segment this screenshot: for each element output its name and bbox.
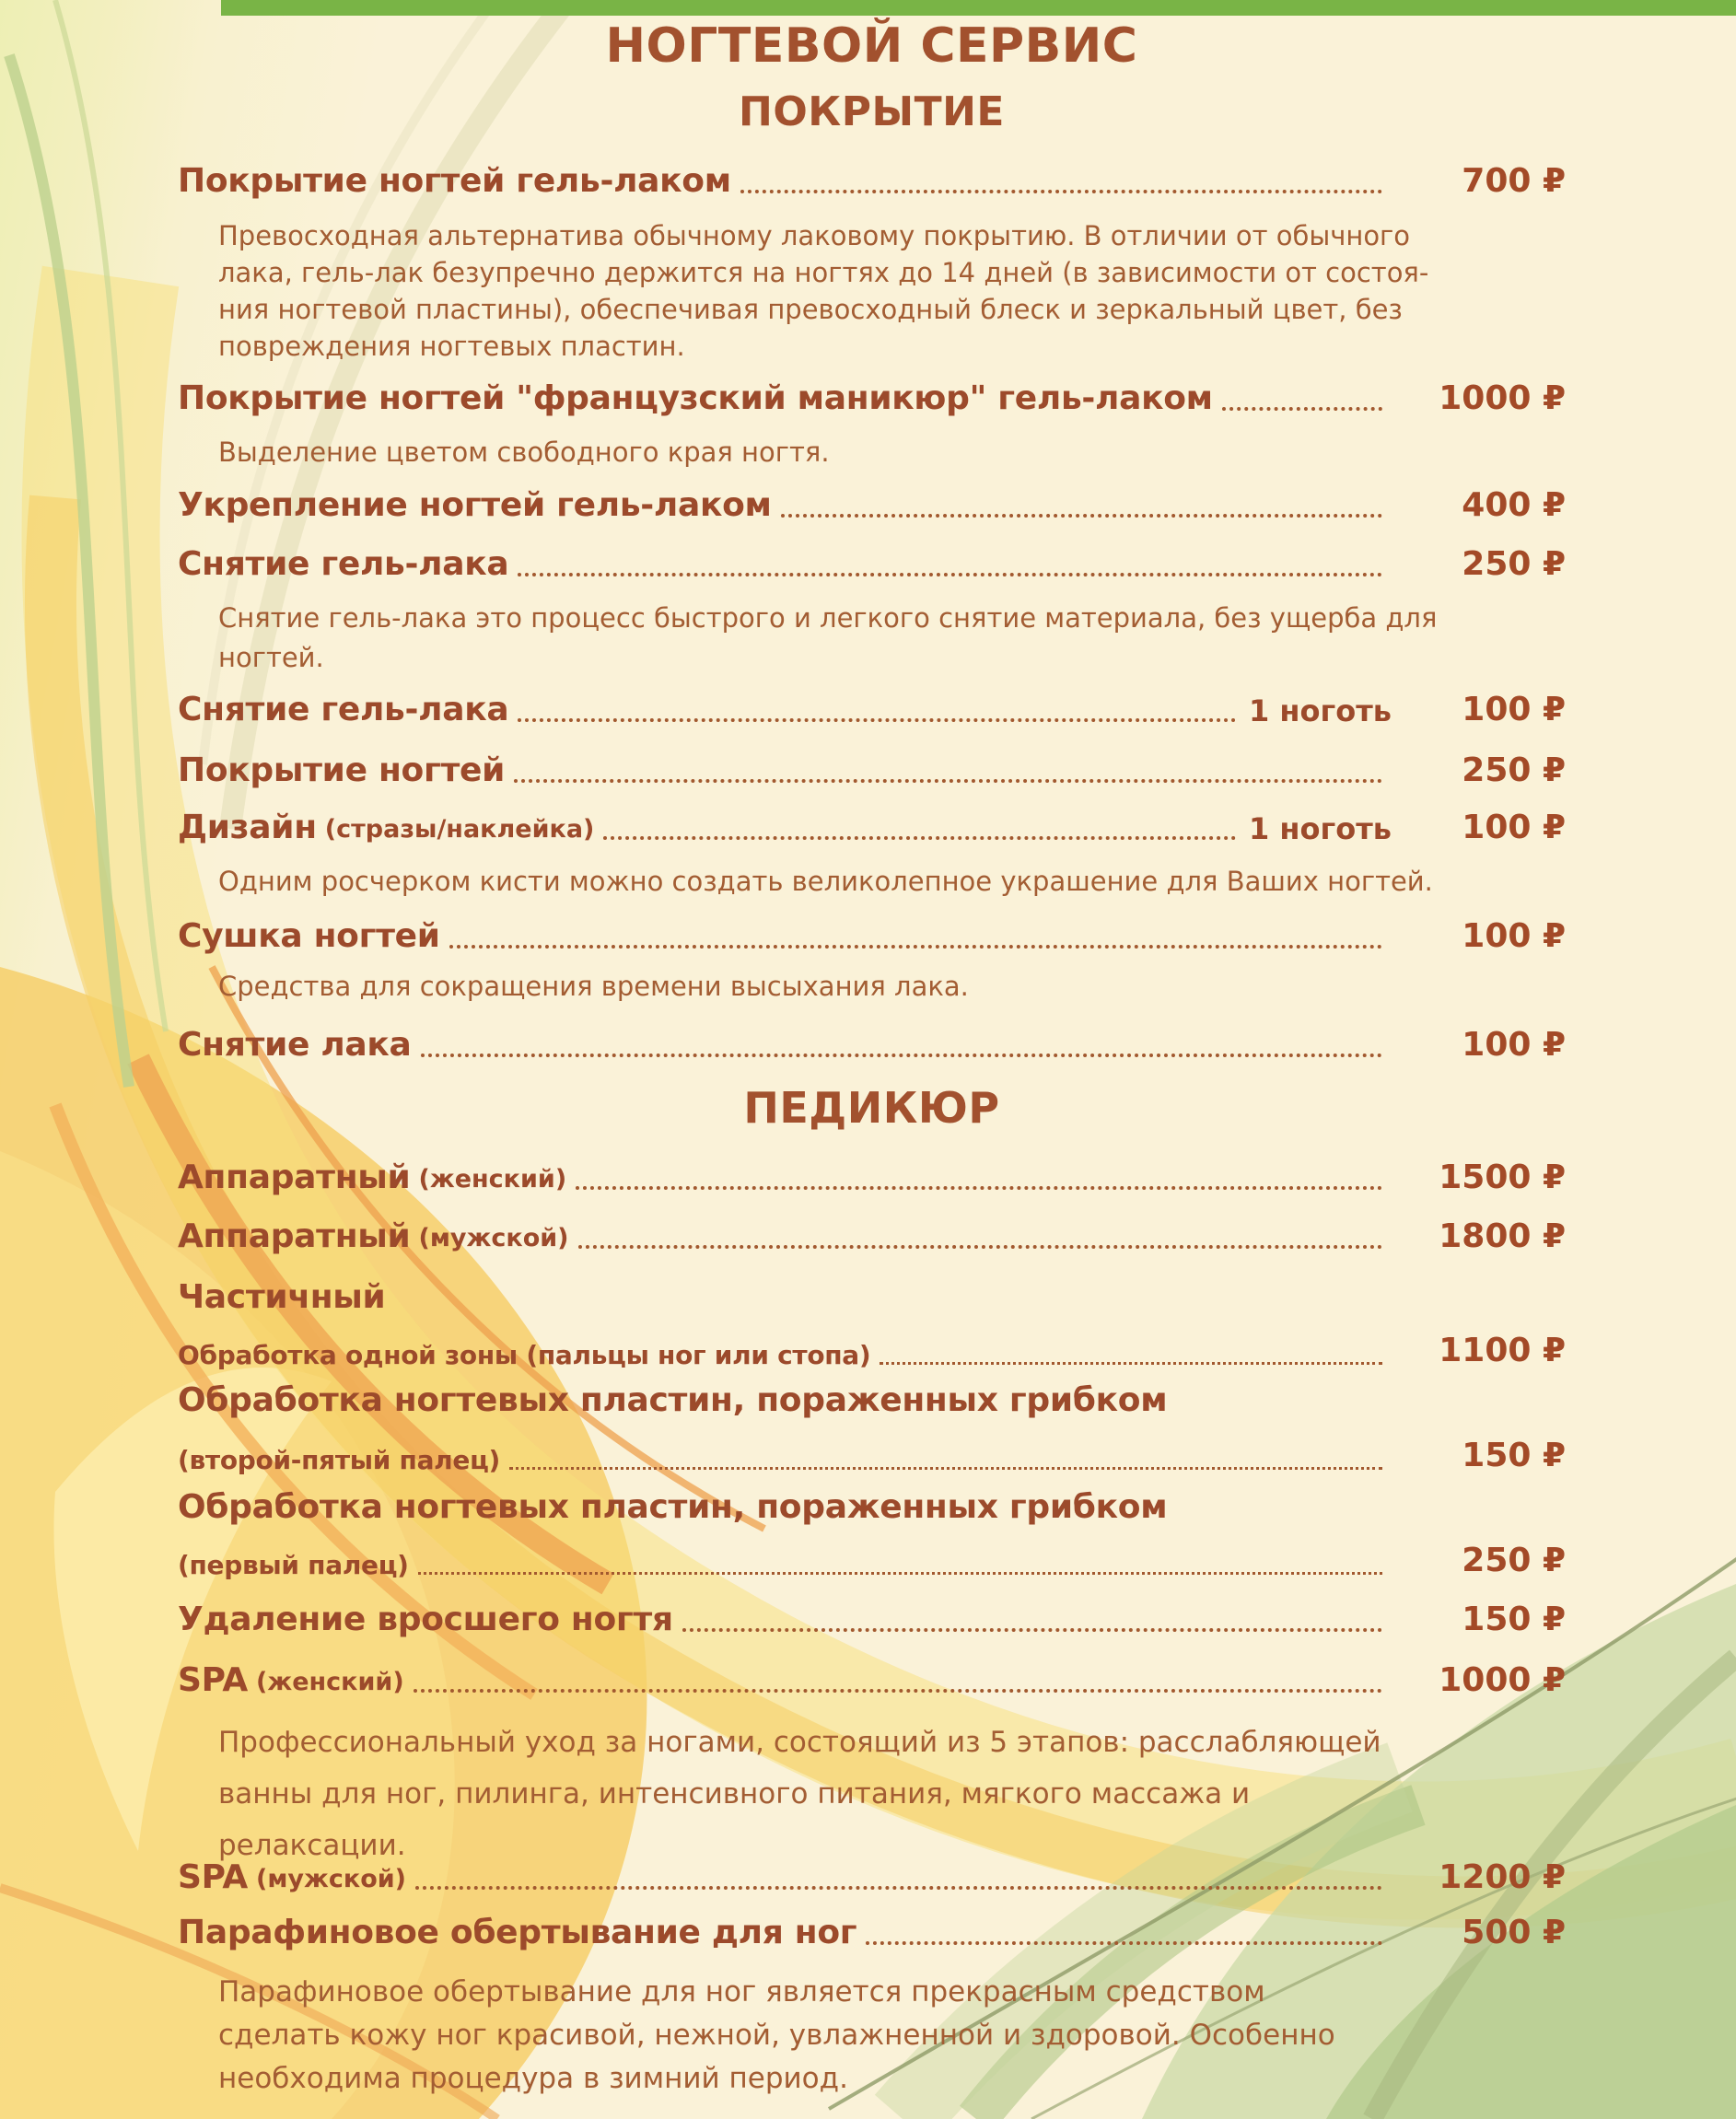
item-price: 1100 ₽ — [1439, 1332, 1566, 1369]
item-name: Снятие гель-лака — [178, 691, 509, 729]
item-note: (женский) — [418, 1165, 567, 1193]
item-price: 400 ₽ — [1462, 486, 1566, 524]
menu-item-row — [178, 545, 1566, 583]
item-name: Покрытие ногтей "французский маникюр" гель-лаком — [178, 379, 1213, 418]
item-unit: 1 ноготь — [1249, 811, 1392, 846]
item-description — [218, 971, 1625, 1002]
menu-item-row — [178, 917, 1566, 955]
item-description — [218, 866, 1625, 897]
price-leader-dots — [576, 1186, 1382, 1190]
menu-item-row — [178, 1601, 1566, 1638]
price-leader-dots — [518, 718, 1236, 722]
menu-title: НОГТЕВОЙ СЕРВИС — [605, 18, 1138, 74]
item-price: 1000 ₽ — [1439, 1661, 1566, 1699]
price-leader-dots — [514, 779, 1382, 783]
price-leader-dots — [1222, 407, 1382, 411]
item-price: 100 ₽ — [1462, 691, 1566, 728]
item-price: 100 ₽ — [1462, 917, 1566, 955]
item-price: 1500 ₽ — [1439, 1158, 1566, 1196]
item-description — [218, 217, 1625, 365]
menu-item-row — [178, 691, 1566, 728]
item-price: 250 ₽ — [1462, 545, 1566, 583]
menu-item-row — [178, 1280, 1566, 1316]
item-note: (мужской) — [418, 1224, 569, 1252]
item-price: 100 ₽ — [1462, 1026, 1566, 1064]
menu-item-row — [178, 751, 1566, 789]
price-leader-dots — [866, 1941, 1382, 1945]
item-description — [218, 437, 1625, 468]
menu-section-heading-coating: ПОКРЫТИЕ — [739, 88, 1005, 135]
price-leader-dots — [414, 1689, 1382, 1693]
description-line: лака, гель-лак безупречно держится на ногтях до 14 дней (в зависимости от состоя- — [218, 257, 1429, 288]
description-line: ногтей. — [218, 642, 324, 673]
item-description — [218, 599, 1625, 678]
menu-item-row — [178, 1158, 1566, 1196]
item-name: Укрепление ногтей гель-лаком — [178, 486, 772, 525]
description-line: Средства для сокращения времени высыхания лака. — [218, 971, 969, 1002]
item-price: 150 ₽ — [1462, 1601, 1566, 1638]
price-leader-dots — [418, 1572, 1382, 1575]
price-leader-dots — [518, 573, 1382, 576]
item-name: Покрытие ногтей — [178, 751, 506, 790]
menu-item-row — [178, 1332, 1566, 1369]
item-description — [218, 1971, 1625, 2101]
item-note: (стразы/наклейка) — [324, 815, 595, 844]
item-name: (второй-пятый палец) — [178, 1444, 501, 1475]
menu-item-row — [178, 379, 1566, 417]
item-name: Дизайн — [178, 809, 317, 847]
item-name: Аппаратный — [178, 1158, 411, 1197]
price-leader-dots — [449, 945, 1382, 949]
menu-item-row — [178, 1437, 1566, 1474]
description-line: повреждения ногтевых пластин. — [218, 331, 685, 362]
description-line: ванны для ног, пилинга, интенсивного питания, мягкого массажа и — [218, 1777, 1251, 1810]
description-line: Парафиновое обертывание для ног является прекрасным средством — [218, 1975, 1265, 2008]
price-leader-dots — [421, 1054, 1382, 1057]
item-price: 250 ₽ — [1462, 1542, 1566, 1579]
item-description — [218, 1717, 1625, 1871]
price-leader-dots — [603, 836, 1236, 840]
description-line: Профессиональный уход за ногами, состоящий из 5 этапов: расслабляющей — [218, 1726, 1381, 1759]
item-price: 100 ₽ — [1462, 809, 1566, 846]
item-name: Обработка одной зоны (пальцы ног или стопа) — [178, 1339, 871, 1370]
price-leader-dots — [781, 514, 1382, 518]
item-price: 1000 ₽ — [1439, 379, 1566, 417]
menu-item-row — [178, 1383, 1566, 1419]
item-price: 1800 ₽ — [1439, 1217, 1566, 1255]
description-line: Превосходная альтернатива обычному лаковому покрытию. В отличии от обычного — [218, 220, 1411, 251]
menu-section-heading-pedicure: ПЕДИКЮР — [743, 1083, 1000, 1133]
item-note: (женский) — [255, 1668, 404, 1696]
item-name: Парафиновое обертывание для ног — [178, 1914, 857, 1952]
description-line: ния ногтевой пластины), обеспечивая превосходный блеск и зеркальный цвет, без — [218, 294, 1403, 325]
description-line: релаксации. — [218, 1829, 406, 1862]
description-line: Выделение цветом свободного края ногтя. — [218, 437, 830, 468]
item-name: Удаление вросшего ногтя — [178, 1601, 673, 1639]
price-leader-dots — [880, 1362, 1382, 1365]
item-name: SPA — [178, 1858, 248, 1897]
price-leader-dots — [682, 1628, 1382, 1632]
price-leader-dots — [415, 1886, 1382, 1890]
item-price: 700 ₽ — [1462, 162, 1566, 200]
item-name: Покрытие ногтей гель-лаком — [178, 162, 731, 201]
item-price: 1200 ₽ — [1439, 1858, 1566, 1896]
item-name: SPA — [178, 1661, 248, 1700]
menu-item-row — [178, 1858, 1566, 1896]
description-line: сделать кожу ног красивой, нежной, увлажненной и здоровой. Особенно — [218, 2019, 1335, 2052]
item-name: Снятие лака — [178, 1026, 412, 1065]
item-price: 150 ₽ — [1462, 1437, 1566, 1474]
menu-item-row — [178, 1914, 1566, 1951]
item-note: (мужской) — [255, 1865, 406, 1893]
item-name: Обработка ногтевых пластин, пораженных грибком — [178, 1488, 1168, 1526]
item-unit: 1 ноготь — [1249, 693, 1392, 728]
menu-item-row — [178, 1026, 1566, 1064]
price-leader-dots — [509, 1467, 1382, 1470]
item-name: Аппаратный — [178, 1217, 411, 1256]
menu-item-row — [178, 1217, 1566, 1255]
menu-item-row — [178, 809, 1566, 846]
menu-item-row — [178, 162, 1566, 200]
menu-item-row — [178, 486, 1566, 524]
item-name: Снятие гель-лака — [178, 545, 509, 584]
description-line: Снятие гель-лака это процесс быстрого и легкого снятие материала, без ущерба для — [218, 602, 1438, 634]
item-name: (первый палец) — [178, 1549, 409, 1580]
menu-item-row — [178, 1661, 1566, 1699]
item-price: 500 ₽ — [1462, 1914, 1566, 1951]
description-line: необходима процедура в зимний период. — [218, 2062, 848, 2095]
item-name: Сушка ногтей — [178, 917, 440, 956]
menu-item-row — [178, 1542, 1566, 1579]
item-price: 250 ₽ — [1462, 751, 1566, 789]
price-leader-dots — [578, 1245, 1383, 1249]
item-name: Частичный — [178, 1278, 386, 1316]
price-leader-dots — [740, 190, 1382, 193]
description-line: Одним росчерком кисти можно создать великолепное украшение для Ваших ногтей. — [218, 866, 1433, 897]
item-name: Обработка ногтевых пластин, пораженных грибком — [178, 1381, 1168, 1419]
menu-item-row — [178, 1490, 1566, 1526]
